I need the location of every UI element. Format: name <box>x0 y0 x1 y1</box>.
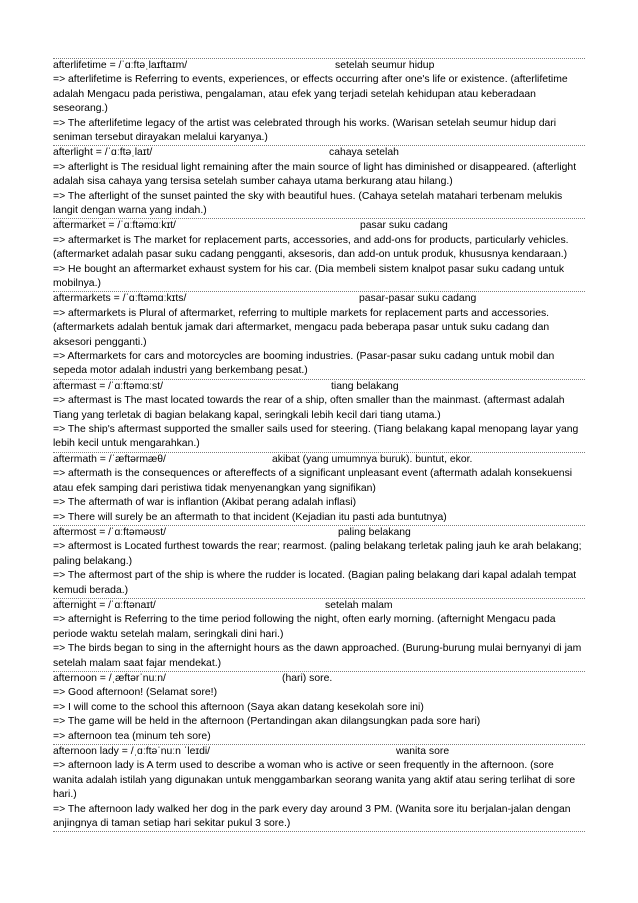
translation: pasar suku cadang <box>360 220 448 232</box>
example-line: => He bought an aftermarket exhaust system for his car. (Dia membeli sistem knalpot pasar suku cadang untuk mobilnya.) <box>53 263 565 290</box>
dictionary-entry <box>53 292 585 379</box>
example-line: => The afterlifetime legacy of the artist was celebrated through his works. (Warisan setelah seumur hidup dari seniman tersebut dirayakan melalui karyanya.) <box>53 117 557 144</box>
entry-header <box>53 219 585 233</box>
entry-header <box>53 526 585 540</box>
example-line: => aftermarket is The market for replacement parts, accessories, and add-ons for products, particularly vehicles. (aftermarket adalah pasar suku cadang pengganti, aksesoris, dan add-on untuk produk, khususnya kendaraan.) <box>53 234 569 261</box>
translation: cahaya setelah <box>329 147 399 159</box>
headword-pronunciation: aftermast = /ˈɑːftəmɑːst/ <box>53 380 164 392</box>
dictionary-entry <box>53 146 585 219</box>
example-line: => afternoon lady is A term used to describe a woman who is active or seen frequently in the afternoon. (sore wanita adalah istilah yang digunakan untuk menggambarkan seorang wanita yang aktif atau sering terlihat di sore hari.) <box>53 760 576 801</box>
example-line: => afterlifetime is Referring to events, experiences, or effects occurring after one's life or existence. (afterlifetime adalah Mengacu pada peristiwa, pengalaman, atau efek yang terjadi setelah kehidupan atau keberadaan seseorang.) <box>53 74 568 115</box>
translation: tiang belakang <box>331 380 399 392</box>
entry-header <box>53 672 585 686</box>
example-line: => The aftermath of war is inflantion (Akibat perang adalah inflasi) <box>53 497 357 509</box>
example-line: => The game will be held in the afternoon (Pertandingan akan dilangsungkan pada sore hari) <box>53 716 481 728</box>
dictionary-entry <box>53 380 585 453</box>
example-line: => aftermath is the consequences or aftereffects of a significant unpleasant event (aftermath adalah konsekuensi atau efek samping dari peristiwa tidak menyenangkan yang signifikan) <box>53 468 573 494</box>
example-line: => Aftermarkets for cars and motorcycles are booming industries. (Pasar-pasar suku cadang untuk mobil dan sepeda motor adalah industri yang berkembang pesat.) <box>53 351 555 377</box>
headword-pronunciation: afterlifetime = /ˈɑːftəˌlaɪftaɪm/ <box>53 60 188 71</box>
example-line: => The aftermost part of the ship is where the rudder is located. (Bagian paling belakang dari kapal adalah tempat kemudi berada.) <box>53 570 577 596</box>
example-line: => I will come to the school this afternoon (Saya akan datang kesekolah sore ini) <box>53 701 424 713</box>
headword-pronunciation: aftermarkets = /ˈɑːftəmɑːkɪts/ <box>53 293 187 305</box>
entry-header <box>53 453 585 467</box>
translation: (hari) sore. <box>282 672 333 684</box>
dictionary-entry <box>53 58 585 146</box>
entry-header <box>53 292 585 306</box>
dictionary-entry <box>53 219 585 292</box>
entry-header <box>53 146 585 160</box>
dictionary-entry <box>53 453 585 526</box>
headword-pronunciation: aftermost = /ˈɑːftəməʊst/ <box>53 526 167 538</box>
headword-pronunciation: aftermath = /ˈæftərmæθ/ <box>53 453 166 465</box>
translation: setelah malam <box>325 599 393 611</box>
entry-header <box>53 380 585 394</box>
example-line: => afternight is Referring to the time period following the night, often early morning. (afternight Mengacu pada periode waktu setelah malam, seringkali dini hari.) <box>53 614 556 640</box>
translation: akibat (yang umumnya buruk). buntut, ekor. <box>272 453 473 465</box>
example-line: => afternoon tea (minum teh sore) <box>53 730 211 742</box>
translation: setelah seumur hidup <box>335 60 435 71</box>
example-line: => The ship's aftermast supported the smaller sails used for steering. (Tiang belakang kapal menopang layar yang lebih kecil untuk mengarahkan.) <box>53 424 579 450</box>
example-line: => There will surely be an aftermath to that incident (Kejadian itu pasti ada buntutnya) <box>53 511 447 523</box>
example-line: => The afternoon lady walked her dog in the park every day around 3 PM. (Wanita sore itu berjalan-jalan dengan anjingnya di taman setiap hari sekitar pukul 3 sore.) <box>53 803 571 829</box>
example-line: => afterlight is The residual light remaining after the main source of light has diminished or disappeared. (afterlight adalah sisa cahaya yang tersisa setelah sumber cahaya utama berkurang atau hilang.) <box>53 161 577 188</box>
translation: wanita sore <box>396 745 450 757</box>
headword-pronunciation: afternoon lady = /ˌɑːftəˈnuːn ˈleɪdi/ <box>53 745 211 757</box>
example-line: => aftermarkets is Plural of aftermarket, referring to multiple markets for replacement parts and accessories. (aftermarkets adalah bentuk jamak dari aftermarket, mengacu pada beberapa pasar untuk suku cadang dan aksesori pengganti.) <box>53 307 550 348</box>
dictionary-entry <box>53 599 585 672</box>
dictionary-entry <box>53 526 585 599</box>
example-line: => aftermast is The mast located towards the rear of a ship, often smaller than the mainmast. (aftermast adalah Tiang yang terletak di bagian belakang kapal, seringkali lebih kecil dari tiang utama.) <box>53 395 565 421</box>
dictionary-entry <box>53 672 585 745</box>
dictionary-entry <box>53 745 585 832</box>
entry-header <box>53 745 585 759</box>
headword-pronunciation: afternoon = /ˌæftərˈnuːn/ <box>53 672 166 684</box>
entry-header <box>53 59 585 73</box>
headword-pronunciation: afternight = /ˈɑːftənaɪt/ <box>53 599 156 611</box>
dictionary-document <box>53 58 585 832</box>
example-line: => aftermost is Located furthest towards the rear; rearmost. (paling belakang terletak paling jauh ke arah belakang; paling belakang.) <box>53 541 582 567</box>
example-line: => Good afternoon! (Selamat sore!) <box>53 687 218 699</box>
headword-pronunciation: afterlight = /ˈɑːftəˌlaɪt/ <box>53 147 153 159</box>
translation: paling belakang <box>338 526 411 538</box>
headword-pronunciation: aftermarket = /ˈɑːftəmɑːkɪt/ <box>53 220 176 232</box>
example-line: => The birds began to sing in the afternight hours as the dawn approached. (Burung-burung mulai bernyanyi di jam setelah malam saat fajar mendekat.) <box>53 643 582 669</box>
translation: pasar-pasar suku cadang <box>359 293 477 305</box>
example-line: => The afterlight of the sunset painted the sky with beautiful hues. (Cahaya setelah matahari terbenam melukis langit dengan warna yang indah.) <box>53 190 563 217</box>
entry-header <box>53 599 585 613</box>
